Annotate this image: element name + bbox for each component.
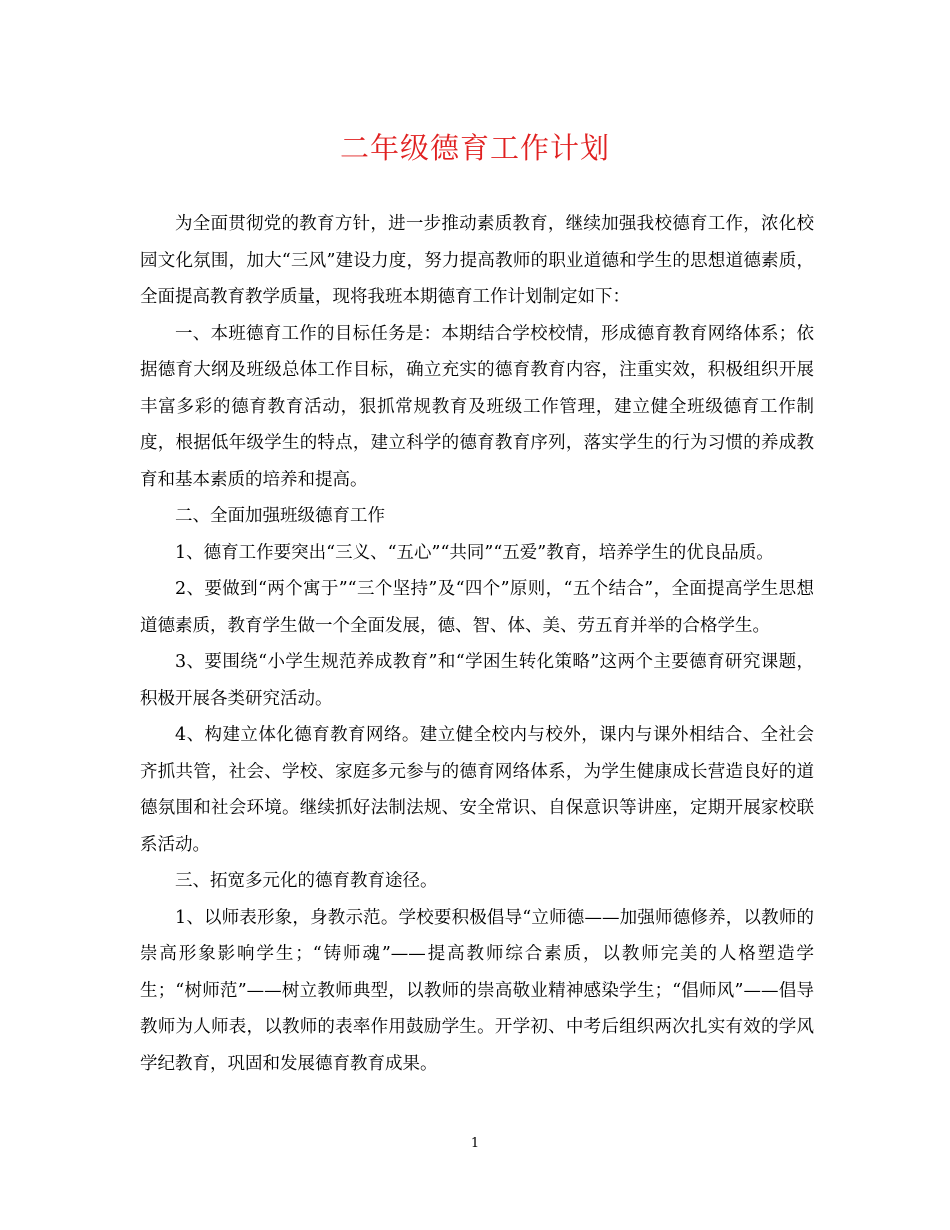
paragraph-item-2-2: 2、要做到“两个寓于”“三个坚持”及“四个”原则，“五个结合”，全面提高学生思想道德素质，教育学生做一个全面发展，德、智、体、美、劳五育并举的合格学生。: [140, 579, 814, 636]
document-body: [140, 206, 814, 1082]
paragraph-item-2-3: 3、要围绕“小学生规范养成教育”和“学困生转化策略”这两个主要德育研究课题，积极开展各类研究活动。: [140, 652, 814, 709]
paragraph-intro: 为全面贯彻党的教育方针，进一步推动素质教育，继续加强我校德育工作，浓化校园文化氛围，加大“三风”建设力度，努力提高教师的职业道德和学生的思想道德素质，全面提高教育教学质量，现将我班本期德育工作计划制定如下：: [140, 214, 814, 307]
document-title: 二年级德育工作计划: [339, 131, 610, 165]
paragraph-item-3-1: 1、以师表形象，身教示范。学校要积极倡导“立师德——加强师德修养，以教师的崇高形象影响学生；“铸师魂”——提高教师综合素质，以教师完美的人格塑造学生；“树师范”——树立教师典型，以教师的崇高敬业精神感染学生；“倡师风”——倡导教师为人师表，以教师的表率作用鼓励学生。开学初、中考后组织两次扎实有效的学风学纪教育，巩固和发展德育教育成果。: [140, 907, 814, 1074]
paragraph-section-2-heading: 二、全面加强班级德育工作: [175, 506, 385, 526]
paragraph-section-3-heading: 三、拓宽多元化的德育教育途径。: [175, 871, 438, 891]
paragraph-item-2-4: 4、构建立体化德育教育网络。建立健全校内与校外，课内与课外相结合、全社会齐抓共管，社会、学校、家庭多元参与的德育网络体系，为学生健康成长营造良好的道德氛围和社会环境。继续抓好法制法规、安全常识、自保意识等讲座，定期开展家校联系活动。: [140, 725, 814, 855]
paragraph-item-2-1: 1、德育工作要突出“三义、“五心”“共同”“五爱”教育，培养学生的优良品质。: [175, 542, 774, 563]
paragraph-section-1: 一、本班德育工作的目标任务是：本期结合学校校情，形成德育教育网络体系；依据德育大纲及班级总体工作目标，确立充实的德育教育内容，注重实效，积极组织开展丰富多彩的德育教育活动，狠抓常规教育及班级工作管理，建立健全班级德育工作制度，根据低年级学生的特点，建立科学的德育教育序列，落实学生的行为习惯的养成教育和基本素质的培养和提高。: [140, 323, 814, 490]
page-number: 1: [470, 1136, 480, 1151]
